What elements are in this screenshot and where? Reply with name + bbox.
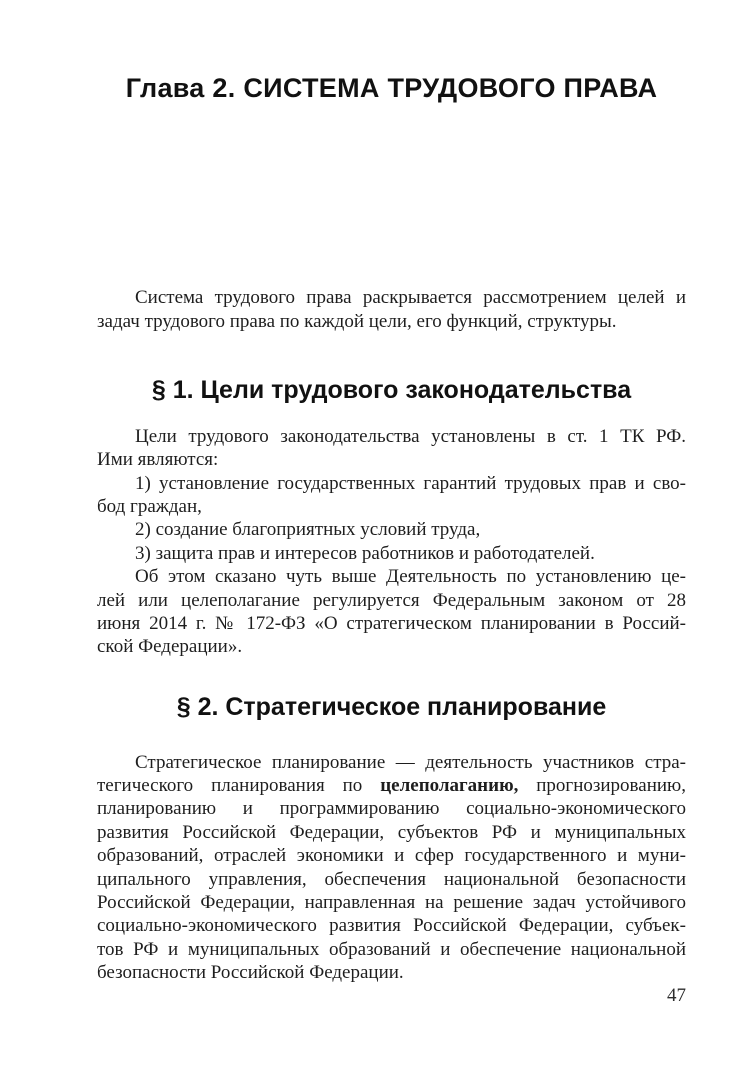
text-line: 3) защита прав и интересов работников и работодателей. [135, 542, 595, 564]
text-line: тов РФ и муниципальных образований и обеспечение национальной [97, 938, 686, 960]
text-line: Система трудового права раскрывается рассмотрением целей и [135, 287, 686, 309]
text-line [97, 774, 686, 797]
section-1-list-item-2 [97, 518, 686, 541]
text-line: Российской Федерации, направленная на решение задач устойчивого [97, 891, 686, 913]
section-2-paragraph-1 [97, 751, 686, 985]
text-line: развития Российской Федерации, субъектов РФ и муниципальных [97, 821, 686, 843]
text-line: безопасности Российской Федерации. [97, 962, 404, 984]
section-2-heading: § 2. Стратегическое планирование [176, 692, 607, 721]
section-1-paragraph-1 [97, 425, 686, 472]
text-line: бод граждан, [97, 496, 202, 518]
bold-term: целеполаганию, [380, 774, 519, 796]
text-line: ской Федерации». [97, 636, 243, 658]
text-line: образований, отраслей экономики и сфер государственного и муни- [97, 845, 686, 867]
text-segment: прогнозированию, [518, 774, 686, 796]
text-line: социально-экономического развития Российской Федерации, субъек- [97, 915, 686, 937]
section-1-heading: § 1. Цели трудового законодательства [151, 376, 632, 405]
text-line: Стратегическое планирование — деятельность участников стра- [135, 751, 686, 773]
text-line: Цели трудового законодательства установлены в ст. 1 ТК РФ. [135, 425, 686, 447]
text-line: Ими являются: [97, 449, 219, 471]
section-1-list-item-3 [97, 542, 686, 565]
chapter-heading: Глава 2. СИСТЕМА ТРУДОВОГО ПРАВА [125, 73, 658, 103]
text-segment: тегического планирования по [97, 774, 381, 796]
section-1-list-item-1 [97, 472, 686, 519]
text-line: ципального управления, обеспечения национальной безопасности [97, 868, 686, 890]
text-line: 2) создание благоприятных условий труда, [135, 519, 481, 541]
intro-paragraph [97, 286, 686, 333]
text-block [97, 0, 686, 1008]
text-line: задач трудового права по каждой цели, его функций, структуры. [97, 310, 617, 332]
section-1-paragraph-2 [97, 565, 686, 659]
text-line: Об этом сказано чуть выше Деятельность по установлению це- [135, 566, 686, 588]
text-line: планированию и программированию социально-экономического [97, 798, 686, 820]
text-line: 1) установление государственных гарантий трудовых прав и сво- [135, 472, 686, 494]
page-number: 47 [667, 985, 686, 1007]
text-line: июня 2014 г. № 172-ФЗ «О стратегическом планировании в Россий- [97, 613, 686, 635]
text-line: лей или целеполагание регулируется Федеральным законом от 28 [97, 589, 686, 611]
